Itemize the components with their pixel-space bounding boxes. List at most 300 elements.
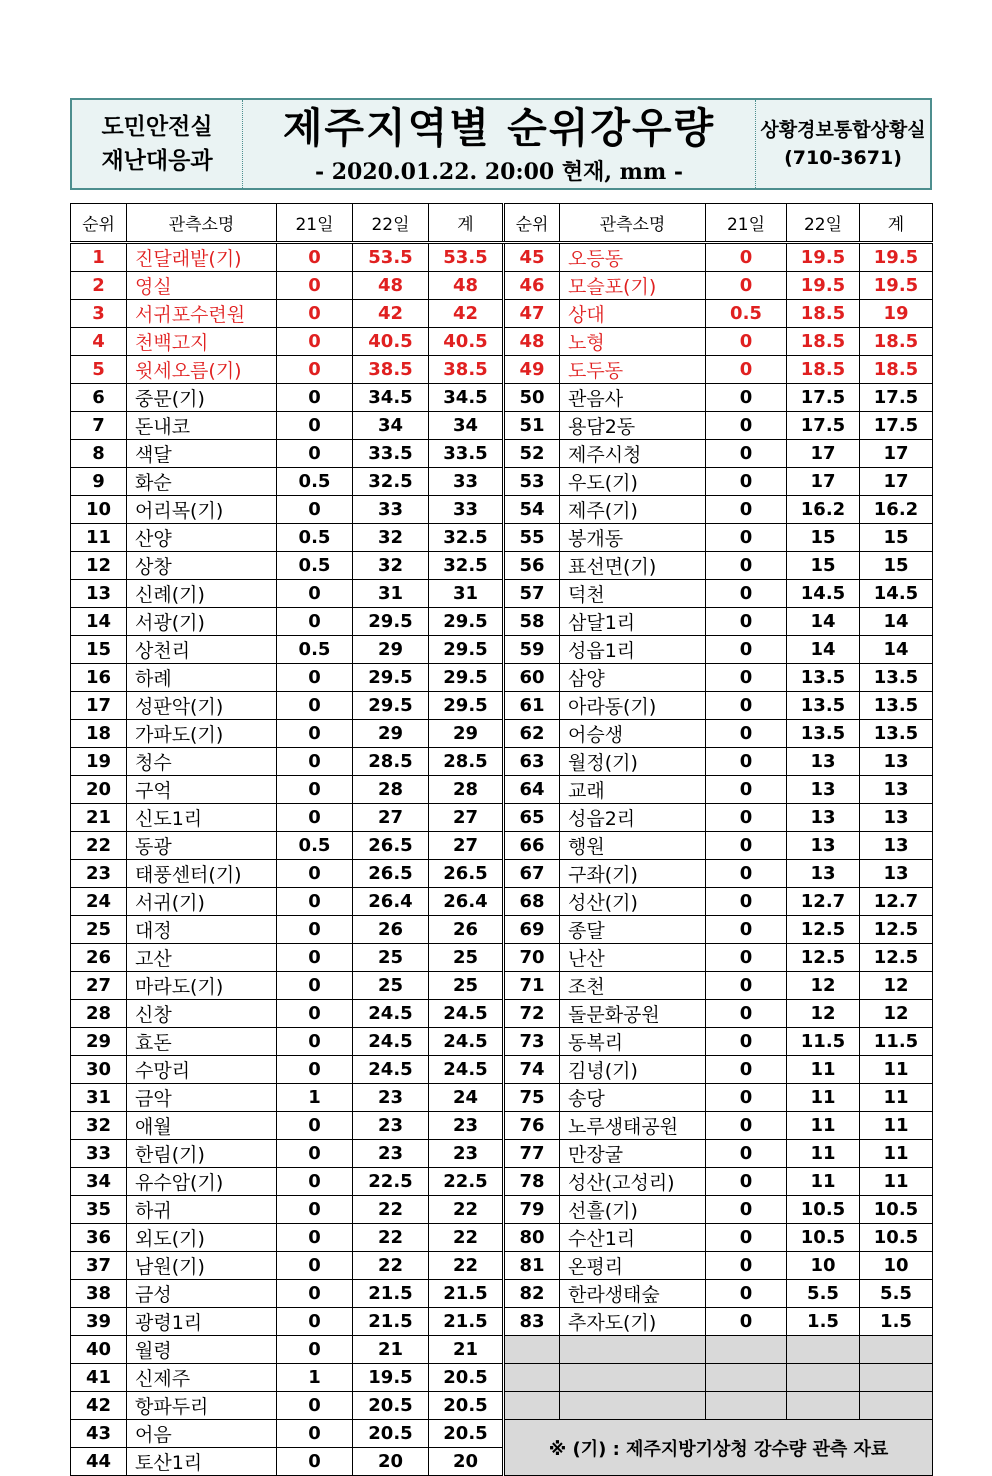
- station-cell: 성산(기): [560, 888, 706, 916]
- station-cell: 신도1리: [127, 804, 277, 832]
- total-cell: 20: [429, 1448, 504, 1476]
- day21-cell: 0: [706, 608, 787, 636]
- office-phone: (710-3671): [784, 147, 902, 169]
- station-cell: 진달래밭(기): [127, 243, 277, 272]
- day22-cell: 38.5: [353, 356, 429, 384]
- rank-cell: 67: [504, 860, 560, 888]
- rank-cell: 69: [504, 916, 560, 944]
- day21-cell: 0: [277, 1168, 353, 1196]
- day21-cell: 0: [277, 1392, 353, 1420]
- total-cell: 17.5: [860, 412, 933, 440]
- rank-cell: 41: [71, 1364, 127, 1392]
- station-cell: 덕천: [560, 580, 706, 608]
- day21-cell: 0: [706, 580, 787, 608]
- day21-cell: 0: [706, 1196, 787, 1224]
- station-cell: 애월: [127, 1112, 277, 1140]
- header-day22: 22일: [787, 204, 860, 243]
- day21-cell: 0: [277, 944, 353, 972]
- day22-cell: 1.5: [787, 1308, 860, 1336]
- station-cell: 광령1리: [127, 1308, 277, 1336]
- station-cell: 토산1리: [127, 1448, 277, 1476]
- total-cell: 40.5: [429, 328, 504, 356]
- day22-cell: 40.5: [353, 328, 429, 356]
- total-cell: 18.5: [860, 356, 933, 384]
- table-row: [71, 916, 933, 944]
- day22-cell: [787, 1336, 860, 1364]
- total-cell: 24: [429, 1084, 504, 1112]
- station-cell: 하귀: [127, 1196, 277, 1224]
- day22-cell: 42: [353, 300, 429, 328]
- table-row: [71, 860, 933, 888]
- day22-cell: 10.5: [787, 1224, 860, 1252]
- station-cell: 모슬포(기): [560, 272, 706, 300]
- total-cell: 16.2: [860, 496, 933, 524]
- station-cell: 용담2동: [560, 412, 706, 440]
- rank-cell: 14: [71, 608, 127, 636]
- day22-cell: 32.5: [353, 468, 429, 496]
- header-day21: 21일: [706, 204, 787, 243]
- table-row: [71, 972, 933, 1000]
- day22-cell: 14: [787, 636, 860, 664]
- rank-cell: 57: [504, 580, 560, 608]
- table-row: [71, 496, 933, 524]
- total-cell: 22: [429, 1252, 504, 1280]
- rank-cell: [504, 1364, 560, 1392]
- day21-cell: 0: [706, 804, 787, 832]
- header-station: 관측소명: [560, 204, 706, 243]
- header-total: 계: [429, 204, 504, 243]
- day22-cell: 14: [787, 608, 860, 636]
- day22-cell: 29.5: [353, 692, 429, 720]
- total-cell: 23: [429, 1140, 504, 1168]
- total-cell: 21.5: [429, 1308, 504, 1336]
- station-cell: 선흘(기): [560, 1196, 706, 1224]
- page-subtitle: - 2020.01.22. 20:00 현재, mm -: [314, 158, 684, 185]
- station-cell: 노루생태공원: [560, 1112, 706, 1140]
- day22-cell: 19.5: [353, 1364, 429, 1392]
- rank-cell: [504, 1392, 560, 1420]
- day21-cell: 0: [706, 944, 787, 972]
- total-cell: 22: [429, 1224, 504, 1252]
- station-cell: 제주(기): [560, 496, 706, 524]
- rank-cell: 20: [71, 776, 127, 804]
- day21-cell: 0: [706, 552, 787, 580]
- rank-cell: 64: [504, 776, 560, 804]
- day21-cell: 0: [277, 1196, 353, 1224]
- total-cell: 22: [429, 1196, 504, 1224]
- day21-cell: 0.5: [277, 636, 353, 664]
- day21-cell: [706, 1364, 787, 1392]
- table-row: [71, 1084, 933, 1112]
- day21-cell: 0: [706, 1140, 787, 1168]
- rank-cell: 13: [71, 580, 127, 608]
- total-cell: [860, 1336, 933, 1364]
- day22-cell: 25: [353, 972, 429, 1000]
- station-cell: 성산(고성리): [560, 1168, 706, 1196]
- day21-cell: 0: [277, 608, 353, 636]
- rank-cell: 37: [71, 1252, 127, 1280]
- rank-cell: 59: [504, 636, 560, 664]
- table-row: [71, 440, 933, 468]
- day22-cell: 26.5: [353, 832, 429, 860]
- office-block: [755, 100, 930, 188]
- day22-cell: 29.5: [353, 608, 429, 636]
- rank-cell: 10: [71, 496, 127, 524]
- day22-cell: 53.5: [353, 243, 429, 272]
- rank-cell: 27: [71, 972, 127, 1000]
- day21-cell: 0: [706, 524, 787, 552]
- rank-cell: 39: [71, 1308, 127, 1336]
- day22-cell: 23: [353, 1112, 429, 1140]
- total-cell: 33: [429, 468, 504, 496]
- day22-cell: 21: [353, 1336, 429, 1364]
- day21-cell: 0.5: [706, 300, 787, 328]
- office-name: 상황경보통합상황실: [760, 119, 926, 141]
- table-row: [71, 580, 933, 608]
- rank-cell: 72: [504, 1000, 560, 1028]
- rank-cell: 34: [71, 1168, 127, 1196]
- day22-cell: 26: [353, 916, 429, 944]
- header-rank: 순위: [504, 204, 560, 243]
- total-cell: 11: [860, 1168, 933, 1196]
- total-cell: 13: [860, 832, 933, 860]
- total-cell: 14.5: [860, 580, 933, 608]
- day22-cell: 19.5: [787, 243, 860, 272]
- day21-cell: 1: [277, 1084, 353, 1112]
- station-cell: [560, 1392, 706, 1420]
- rank-cell: 35: [71, 1196, 127, 1224]
- day22-cell: 10.5: [787, 1196, 860, 1224]
- day21-cell: 0: [706, 1028, 787, 1056]
- total-cell: 11: [860, 1084, 933, 1112]
- rank-cell: 5: [71, 356, 127, 384]
- table-row: [71, 832, 933, 860]
- rank-cell: 65: [504, 804, 560, 832]
- station-cell: 행원: [560, 832, 706, 860]
- day22-cell: 11: [787, 1168, 860, 1196]
- rank-cell: 32: [71, 1112, 127, 1140]
- station-cell: 봉개동: [560, 524, 706, 552]
- table-row: [71, 1168, 933, 1196]
- rank-cell: 42: [71, 1392, 127, 1420]
- total-cell: 15: [860, 524, 933, 552]
- rank-cell: 2: [71, 272, 127, 300]
- day21-cell: 0: [706, 468, 787, 496]
- day22-cell: 11: [787, 1056, 860, 1084]
- rank-cell: 22: [71, 832, 127, 860]
- day21-cell: 0: [277, 1308, 353, 1336]
- station-cell: 산양: [127, 524, 277, 552]
- day22-cell: 5.5: [787, 1280, 860, 1308]
- station-cell: 서광(기): [127, 608, 277, 636]
- day22-cell: 21.5: [353, 1308, 429, 1336]
- total-cell: 26.4: [429, 888, 504, 916]
- total-cell: 48: [429, 272, 504, 300]
- day22-cell: 31: [353, 580, 429, 608]
- rank-cell: 28: [71, 1000, 127, 1028]
- station-cell: 동광: [127, 832, 277, 860]
- day21-cell: 0: [277, 1224, 353, 1252]
- total-cell: 12.5: [860, 916, 933, 944]
- day22-cell: 17: [787, 468, 860, 496]
- table-row: [71, 804, 933, 832]
- total-cell: 29.5: [429, 608, 504, 636]
- table-row: [71, 300, 933, 328]
- day21-cell: 0: [277, 440, 353, 468]
- day22-cell: 13: [787, 776, 860, 804]
- day21-cell: 0: [706, 776, 787, 804]
- day21-cell: 0: [277, 692, 353, 720]
- total-cell: 10: [860, 1252, 933, 1280]
- table-row: [71, 748, 933, 776]
- rank-cell: 44: [71, 1448, 127, 1476]
- total-cell: 27: [429, 832, 504, 860]
- table-row: [71, 468, 933, 496]
- rank-cell: 38: [71, 1280, 127, 1308]
- total-cell: 24.5: [429, 1056, 504, 1084]
- station-cell: 성읍1리: [560, 636, 706, 664]
- day22-cell: 11: [787, 1112, 860, 1140]
- station-cell: 월령: [127, 1336, 277, 1364]
- station-cell: 돈내코: [127, 412, 277, 440]
- total-cell: 22.5: [429, 1168, 504, 1196]
- day22-cell: 13: [787, 748, 860, 776]
- total-cell: [860, 1392, 933, 1420]
- rank-cell: 17: [71, 692, 127, 720]
- day22-cell: 32: [353, 552, 429, 580]
- day21-cell: 0: [706, 496, 787, 524]
- day22-cell: 12.5: [787, 916, 860, 944]
- rank-cell: 11: [71, 524, 127, 552]
- day21-cell: 0: [706, 356, 787, 384]
- total-cell: 17.5: [860, 384, 933, 412]
- station-cell: 상대: [560, 300, 706, 328]
- station-cell: 영실: [127, 272, 277, 300]
- rank-cell: 19: [71, 748, 127, 776]
- day21-cell: 0: [706, 720, 787, 748]
- rank-cell: 40: [71, 1336, 127, 1364]
- total-cell: 28: [429, 776, 504, 804]
- table-row: [71, 1028, 933, 1056]
- day22-cell: 28: [353, 776, 429, 804]
- day21-cell: 0: [706, 412, 787, 440]
- day22-cell: 11.5: [787, 1028, 860, 1056]
- rank-cell: 23: [71, 860, 127, 888]
- station-cell: 종달: [560, 916, 706, 944]
- total-cell: 19: [860, 300, 933, 328]
- table-row: [71, 272, 933, 300]
- total-cell: 29.5: [429, 636, 504, 664]
- day22-cell: 12: [787, 1000, 860, 1028]
- station-cell: 조천: [560, 972, 706, 1000]
- rank-cell: 50: [504, 384, 560, 412]
- day21-cell: 0: [277, 1112, 353, 1140]
- station-cell: 금악: [127, 1084, 277, 1112]
- total-cell: 12.5: [860, 944, 933, 972]
- day21-cell: 0: [277, 776, 353, 804]
- rank-cell: 4: [71, 328, 127, 356]
- total-cell: 13: [860, 804, 933, 832]
- station-cell: 항파두리: [127, 1392, 277, 1420]
- day22-cell: 22: [353, 1252, 429, 1280]
- table-row: [71, 1140, 933, 1168]
- station-cell: 신창: [127, 1000, 277, 1028]
- day22-cell: 13: [787, 804, 860, 832]
- day22-cell: 13: [787, 832, 860, 860]
- station-cell: 유수암(기): [127, 1168, 277, 1196]
- footnote: ※ (기) : 제주지방기상청 강수량 관측 자료: [504, 1420, 933, 1476]
- day21-cell: [706, 1336, 787, 1364]
- rank-cell: 68: [504, 888, 560, 916]
- rank-cell: 62: [504, 720, 560, 748]
- total-cell: 38.5: [429, 356, 504, 384]
- station-cell: 관음사: [560, 384, 706, 412]
- rank-cell: 24: [71, 888, 127, 916]
- station-cell: 고산: [127, 944, 277, 972]
- table-row: [71, 552, 933, 580]
- table-row: [71, 692, 933, 720]
- total-cell: 20.5: [429, 1420, 504, 1448]
- day22-cell: 24.5: [353, 1028, 429, 1056]
- day21-cell: 0: [277, 580, 353, 608]
- total-cell: 20.5: [429, 1392, 504, 1420]
- station-cell: 아라동(기): [560, 692, 706, 720]
- header-station: 관측소명: [127, 204, 277, 243]
- station-cell: 마라도(기): [127, 972, 277, 1000]
- total-cell: 23: [429, 1112, 504, 1140]
- station-cell: 수산1리: [560, 1224, 706, 1252]
- rank-cell: 43: [71, 1420, 127, 1448]
- station-cell: 제주시청: [560, 440, 706, 468]
- station-cell: 어승생: [560, 720, 706, 748]
- station-cell: 상천리: [127, 636, 277, 664]
- table-row: [71, 356, 933, 384]
- total-cell: 10.5: [860, 1224, 933, 1252]
- station-cell: 어리목(기): [127, 496, 277, 524]
- day22-cell: 11: [787, 1140, 860, 1168]
- day22-cell: 22: [353, 1224, 429, 1252]
- total-cell: 34: [429, 412, 504, 440]
- day21-cell: 0: [706, 1224, 787, 1252]
- station-cell: 우도(기): [560, 468, 706, 496]
- day22-cell: 29.5: [353, 664, 429, 692]
- table-row: [71, 1336, 933, 1364]
- rank-cell: 56: [504, 552, 560, 580]
- day22-cell: 26.5: [353, 860, 429, 888]
- day22-cell: 23: [353, 1140, 429, 1168]
- station-cell: 대정: [127, 916, 277, 944]
- day22-cell: 33.5: [353, 440, 429, 468]
- table-row: [71, 944, 933, 972]
- day22-cell: 18.5: [787, 300, 860, 328]
- rank-cell: 21: [71, 804, 127, 832]
- station-cell: 중문(기): [127, 384, 277, 412]
- header-total: 계: [860, 204, 933, 243]
- day22-cell: 13.5: [787, 692, 860, 720]
- day21-cell: 0: [277, 300, 353, 328]
- rank-cell: 29: [71, 1028, 127, 1056]
- day21-cell: 0: [277, 860, 353, 888]
- rank-cell: 66: [504, 832, 560, 860]
- day22-cell: 16.2: [787, 496, 860, 524]
- total-cell: 33: [429, 496, 504, 524]
- day22-cell: 13.5: [787, 664, 860, 692]
- table-row: [71, 608, 933, 636]
- rank-cell: 61: [504, 692, 560, 720]
- total-cell: 14: [860, 636, 933, 664]
- rank-cell: 48: [504, 328, 560, 356]
- day21-cell: [706, 1392, 787, 1420]
- total-cell: 13.5: [860, 692, 933, 720]
- day22-cell: 20.5: [353, 1392, 429, 1420]
- day22-cell: 20.5: [353, 1420, 429, 1448]
- day22-cell: 33: [353, 496, 429, 524]
- day21-cell: 0.5: [277, 524, 353, 552]
- total-cell: 24.5: [429, 1000, 504, 1028]
- day21-cell: 0: [277, 384, 353, 412]
- rank-cell: 12: [71, 552, 127, 580]
- station-cell: 구억: [127, 776, 277, 804]
- rank-cell: 3: [71, 300, 127, 328]
- total-cell: 14: [860, 608, 933, 636]
- total-cell: 19.5: [860, 272, 933, 300]
- day22-cell: 27: [353, 804, 429, 832]
- rank-cell: 6: [71, 384, 127, 412]
- day21-cell: 0.5: [277, 552, 353, 580]
- rank-cell: 54: [504, 496, 560, 524]
- total-cell: 32.5: [429, 524, 504, 552]
- rank-cell: 79: [504, 1196, 560, 1224]
- table-row: [71, 1308, 933, 1336]
- rank-cell: 49: [504, 356, 560, 384]
- day22-cell: 15: [787, 552, 860, 580]
- day21-cell: 0: [277, 664, 353, 692]
- day21-cell: 0: [277, 243, 353, 272]
- day22-cell: 17: [787, 440, 860, 468]
- table-row: [71, 636, 933, 664]
- day22-cell: 12: [787, 972, 860, 1000]
- rank-cell: 52: [504, 440, 560, 468]
- day22-cell: 32: [353, 524, 429, 552]
- day21-cell: 0: [277, 1420, 353, 1448]
- total-cell: 26.5: [429, 860, 504, 888]
- day21-cell: 0: [706, 916, 787, 944]
- division-name: 재난대응과: [101, 148, 213, 174]
- station-cell: 교래: [560, 776, 706, 804]
- rank-cell: 46: [504, 272, 560, 300]
- table-row: [71, 412, 933, 440]
- rank-cell: 33: [71, 1140, 127, 1168]
- rank-cell: 77: [504, 1140, 560, 1168]
- day21-cell: 0: [706, 1168, 787, 1196]
- day21-cell: 0: [706, 328, 787, 356]
- total-cell: 25: [429, 944, 504, 972]
- day21-cell: 0: [277, 412, 353, 440]
- rank-cell: 74: [504, 1056, 560, 1084]
- station-cell: 외도(기): [127, 1224, 277, 1252]
- department-block: [72, 100, 243, 188]
- station-cell: 송당: [560, 1084, 706, 1112]
- station-cell: 삼달1리: [560, 608, 706, 636]
- station-cell: 금성: [127, 1280, 277, 1308]
- day21-cell: 0: [277, 1000, 353, 1028]
- total-cell: 13.5: [860, 664, 933, 692]
- station-cell: 어음: [127, 1420, 277, 1448]
- day22-cell: 14.5: [787, 580, 860, 608]
- total-cell: 11: [860, 1056, 933, 1084]
- rank-cell: 71: [504, 972, 560, 1000]
- day21-cell: 0: [706, 860, 787, 888]
